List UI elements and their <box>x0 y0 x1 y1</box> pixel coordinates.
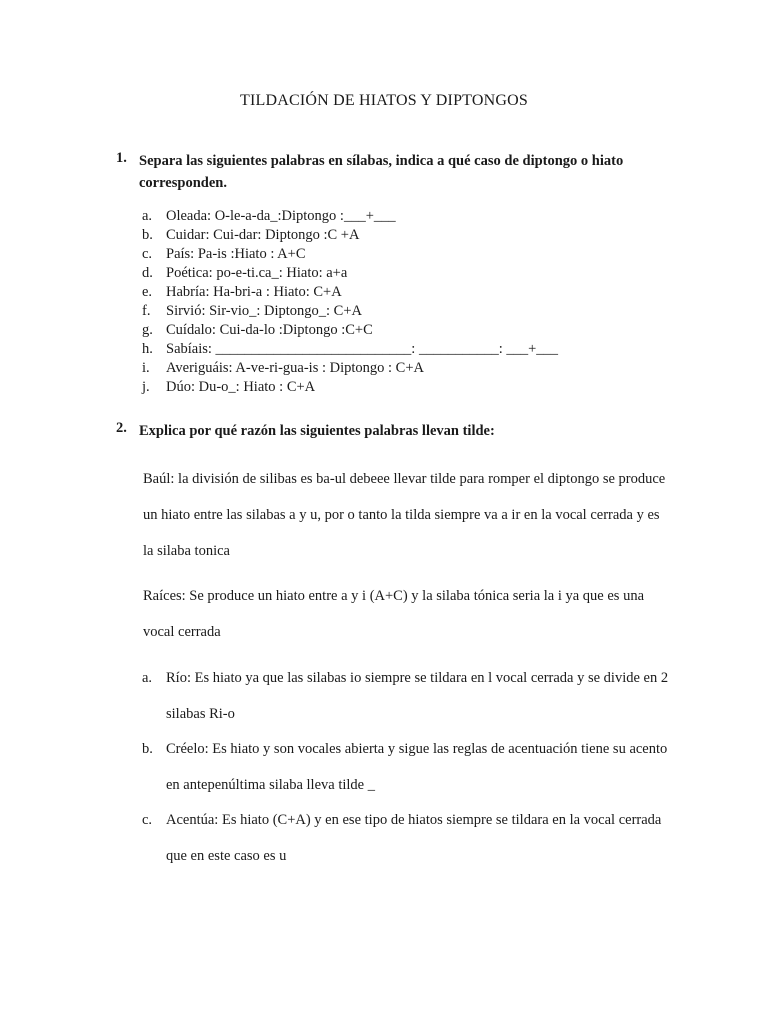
question-1-number: 1. <box>116 150 127 166</box>
question-1-text: Separa las siguientes palabras en sílabas, indica a qué caso de diptongo o hiato corresponden. <box>139 153 624 191</box>
question-2-text: Explica por qué razón las siguientes palabras llevan tilde: <box>139 423 495 439</box>
page-title: TILDACIÓN DE HIATOS Y DIPTONGOS <box>240 92 528 109</box>
document-page: TILDACIÓN DE HIATOS Y DIPTONGOS 1. Separa las siguientes palabras en sílabas, indica a qué caso de diptongo o hiato corresponden. a. Oleada: O-le-a-da_:Diptongo :___+___ b. Cuidar: Cui-dar: Diptongo :C +A c. País: Pa-is :Hiato : A+C d. Poética: po-e-ti.ca_: Hiato: a+a e. Habría: Ha-bri-a : Hiato: C+A f. Sirvió: Sir-vio_: Diptongo_: C+A g. Cuídalo: Cui-da-lo :Diptongo :C+C h. Sabíais: ___________________________: ___________: ___+___ i. Averiguáis: A-ve-ri-gua-is : Diptongo : C+A j. Dúo: Du-o_: Hiato : C+A 2. Explica por qué razón las siguientes palabras llevan tilde: Baúl: la división de silibas es ba-ul debeee llevar tilde para romper el diptongo se produce un hiato entre las silabas a y u, por o tanto la tilda siempre va a ir en la vocal cerrada y es la silaba tonica Raíces: Se produce un hiato entre a y i (A+C) y la silaba tónica seria la i ya que es una vocal cerrada a. Río: Es hiato ya que las silabas io siempre se tildara en l vocal cerrada y se divide en 2 silabas Ri-o b. Créelo: Es hiato y son vocales abierta y sigue las reglas de acentuación tiene su acento en antepenúltima silaba lleva tilde _ c. Acentúa: Es hiato (C+A) y en ese tipo de hiatos siempre se tildara en la vocal cerrada que en este caso es u <box>0 0 768 1024</box>
answer-paragraph-raices: Raíces: Se produce un hiato entre a y i (A+C) y la silaba tónica seria la i ya que es una vocal cerrada <box>143 588 645 640</box>
question-2-number: 2. <box>116 420 127 436</box>
answer-paragraph-baul: Baúl: la división de silibas es ba-ul debeee llevar tilde para romper el diptongo se produce un hiato entre las silabas a y u, por o tanto la tilda siempre va a ir en la vocal cerrada y es la silaba tonica <box>143 471 666 559</box>
